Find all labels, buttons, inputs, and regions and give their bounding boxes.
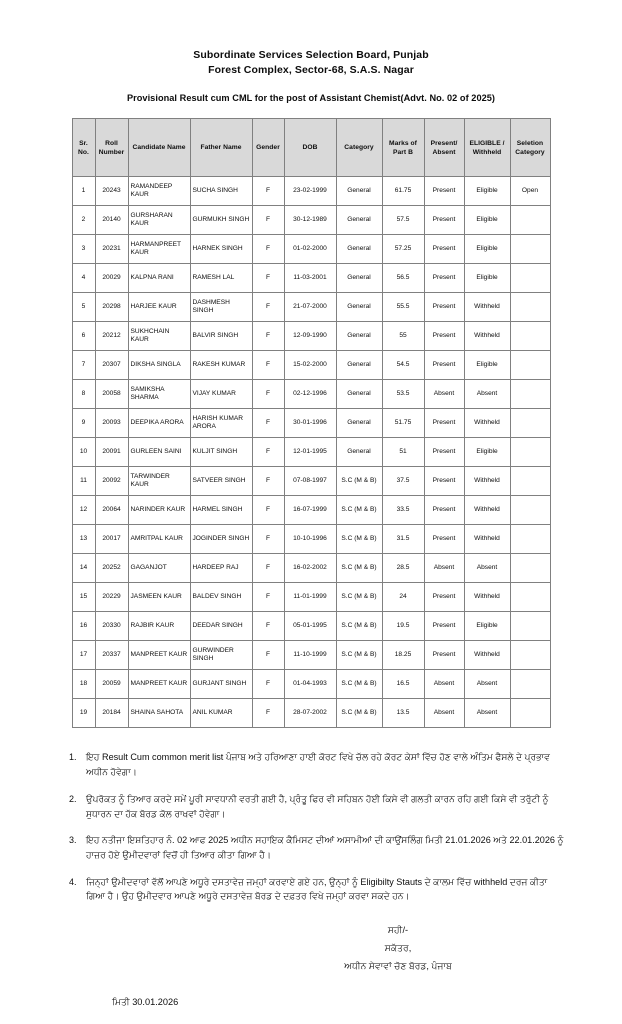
cell-category: General	[336, 235, 382, 264]
cell-name: MANPREET KAUR	[128, 670, 190, 699]
table-row	[72, 177, 550, 206]
note-item	[69, 792, 568, 821]
cell-marks: 19.5	[382, 612, 424, 641]
cell-father: ANIL KUMAR	[190, 699, 252, 728]
cell-name: JASMEEN KAUR	[128, 583, 190, 612]
cell-father: GURJANT SINGH	[190, 670, 252, 699]
cell-category: S.C (M & B)	[336, 496, 382, 525]
cell-marks: 28.5	[382, 554, 424, 583]
cell-selection	[510, 670, 550, 699]
cell-eligible: Eligible	[464, 438, 510, 467]
cell-marks: 56.5	[382, 264, 424, 293]
table-row	[72, 235, 550, 264]
cell-selection	[510, 293, 550, 322]
column-header-6	[336, 119, 382, 177]
column-header-8	[424, 119, 464, 177]
cell-sr: 15	[72, 583, 95, 612]
cell-father: GURWINDER SINGH	[190, 641, 252, 670]
signature-designation: ਸਕੱਤਰ,	[384, 943, 412, 954]
cell-father: HARDEEP RAJ	[190, 554, 252, 583]
column-header-line: Part B	[393, 148, 413, 156]
cell-father: SATVEER SINGH	[190, 467, 252, 496]
cell-roll: 20140	[95, 206, 128, 235]
table-row	[72, 322, 550, 351]
cell-present: Present	[424, 177, 464, 206]
column-header-9	[464, 119, 510, 177]
cell-marks: 54.5	[382, 351, 424, 380]
cell-gender: F	[252, 351, 284, 380]
cell-gender: F	[252, 409, 284, 438]
column-header-line: Seletion	[516, 139, 544, 147]
note-text: ਇਹ Result Cum common merit list ਪੰਜਾਬ ਅਤੇ ਹਰਿਆਣਾ ਹਾਈ ਕੋਰਟ ਵਿਖੇ ਚੱਲ ਰਹੇ ਕੋਰਟ ਕੇਸਾਂ ਵਿੱਚ ਹੋਣ ਵਾਲੇ ਅੰਤਿਮ ਫੈਸਲੇ ਦੇ ਪ੍ਰਭਾਵ ਅਧੀਨ ਹੋਵੇਗਾ।	[86, 752, 550, 778]
cell-name: NARINDER KAUR	[128, 496, 190, 525]
cell-gender: F	[252, 670, 284, 699]
column-header-line: Father Name	[200, 144, 242, 152]
cell-marks: 24	[382, 583, 424, 612]
cell-roll: 20064	[95, 496, 128, 525]
cell-present: Present	[424, 264, 464, 293]
cell-dob: 28-07-2002	[284, 699, 336, 728]
cell-category: S.C (M & B)	[336, 467, 382, 496]
cell-father: DEEDAR SINGH	[190, 612, 252, 641]
table-header-row	[72, 119, 550, 177]
cell-gender: F	[252, 293, 284, 322]
column-header-line: Gender	[256, 144, 280, 152]
organisation-name: Subordinate Services Selection Board, Punjab	[193, 49, 429, 61]
cell-dob: 23-02-1999	[284, 177, 336, 206]
table-row	[72, 351, 550, 380]
organisation-address: Forest Complex, Sector-68, S.A.S. Nagar	[208, 64, 414, 77]
cell-dob: 16-07-1999	[284, 496, 336, 525]
signature-office: ਅਧੀਨ ਸੇਵਾਵਾਂ ਚੋਣ ਬੋਰਡ, ਪੰਜਾਬ	[344, 961, 452, 972]
cell-marks: 31.5	[382, 525, 424, 554]
cell-name: RAMANDEEP KAUR	[128, 177, 190, 206]
cell-dob: 01-02-2000	[284, 235, 336, 264]
cell-gender: F	[252, 264, 284, 293]
cell-roll: 20212	[95, 322, 128, 351]
cell-dob: 11-10-1999	[284, 641, 336, 670]
table-row	[72, 496, 550, 525]
cell-name: HARMANPREET KAUR	[128, 235, 190, 264]
column-header-line: Sr.	[79, 139, 88, 147]
cell-eligible: Absent	[464, 699, 510, 728]
signature-sd: ਸਹੀ/-	[387, 925, 409, 936]
cell-father: BALVIR SINGH	[190, 322, 252, 351]
note-number: 1.	[69, 752, 77, 763]
cell-dob: 12-09-1990	[284, 322, 336, 351]
cell-father: VIJAY KUMAR	[190, 380, 252, 409]
cell-selection	[510, 409, 550, 438]
cell-category: S.C (M & B)	[336, 612, 382, 641]
column-header-line: Category	[515, 148, 545, 156]
table-row	[72, 438, 550, 467]
cell-name: DIKSHA SINGLA	[128, 351, 190, 380]
cell-sr: 7	[72, 351, 95, 380]
cell-father: DASHMESH SINGH	[190, 293, 252, 322]
cell-roll: 20059	[95, 670, 128, 699]
cell-dob: 11-01-1999	[284, 583, 336, 612]
table-body	[72, 177, 550, 728]
table-row	[72, 380, 550, 409]
cell-category: S.C (M & B)	[336, 554, 382, 583]
cell-present: Absent	[424, 699, 464, 728]
cell-name: GURSHARAN KAUR	[128, 206, 190, 235]
cell-dob: 02-12-1996	[284, 380, 336, 409]
cell-selection	[510, 699, 550, 728]
cell-marks: 53.5	[382, 380, 424, 409]
cell-eligible: Withheld	[464, 496, 510, 525]
cell-present: Present	[424, 438, 464, 467]
cell-category: General	[336, 322, 382, 351]
cell-sr: 4	[72, 264, 95, 293]
cell-father: HARMEL SINGH	[190, 496, 252, 525]
cell-category: S.C (M & B)	[336, 670, 382, 699]
table-row	[72, 467, 550, 496]
cell-sr: 19	[72, 699, 95, 728]
cell-dob: 12-01-1995	[284, 438, 336, 467]
signature-block	[36, 922, 586, 1014]
column-header-line: DOB	[302, 144, 318, 152]
cell-name: KALPNA RANI	[128, 264, 190, 293]
cell-category: S.C (M & B)	[336, 641, 382, 670]
cell-present: Present	[424, 612, 464, 641]
cell-roll: 20252	[95, 554, 128, 583]
cell-eligible: Absent	[464, 670, 510, 699]
cell-dob: 07-08-1997	[284, 467, 336, 496]
cell-sr: 2	[72, 206, 95, 235]
cell-eligible: Eligible	[464, 206, 510, 235]
note-number: 3.	[69, 835, 77, 846]
cell-sr: 16	[72, 612, 95, 641]
cell-roll: 20184	[95, 699, 128, 728]
notes-list	[36, 750, 586, 904]
cell-roll: 20229	[95, 583, 128, 612]
note-number: 4.	[69, 876, 77, 887]
cell-eligible: Eligible	[464, 612, 510, 641]
cell-eligible: Eligible	[464, 235, 510, 264]
column-header-line: Category	[344, 144, 374, 152]
cell-present: Present	[424, 583, 464, 612]
column-header-7	[382, 119, 424, 177]
cell-gender: F	[252, 699, 284, 728]
cell-present: Absent	[424, 670, 464, 699]
cell-selection	[510, 496, 550, 525]
cell-selection	[510, 322, 550, 351]
cell-name: RAJBIR KAUR	[128, 612, 190, 641]
cell-gender: F	[252, 177, 284, 206]
cell-category: General	[336, 380, 382, 409]
cell-eligible: Withheld	[464, 293, 510, 322]
cell-dob: 15-02-2000	[284, 351, 336, 380]
cell-gender: F	[252, 612, 284, 641]
cell-sr: 12	[72, 496, 95, 525]
cell-marks: 55.5	[382, 293, 424, 322]
column-header-5	[284, 119, 336, 177]
cell-name: AMRITPAL KAUR	[128, 525, 190, 554]
cell-category: General	[336, 293, 382, 322]
cell-sr: 1	[72, 177, 95, 206]
table-row	[72, 525, 550, 554]
cell-sr: 8	[72, 380, 95, 409]
cell-marks: 61.75	[382, 177, 424, 206]
cell-roll: 20058	[95, 380, 128, 409]
column-header-line: No.	[78, 148, 89, 156]
cell-name: SUKHCHAIN KAUR	[128, 322, 190, 351]
cell-father: SUCHA SINGH	[190, 177, 252, 206]
cell-sr: 17	[72, 641, 95, 670]
cell-category: General	[336, 438, 382, 467]
note-text: ਇਹ ਨਤੀਜਾ ਇਸ਼ਤਿਹਾਰ ਨੰ. 02 ਆਫ 2025 ਅਧੀਨ ਸਹਾਇਕ ਕੈਮਿਸਟ ਦੀਆਂ ਅਸਾਮੀਆਂ ਦੀ ਕਾਉਂਸਲਿੰਗ ਮਿਤੀ 21.01.2026 ਅਤੇ 22.01.2026 ਨੂੰ ਹਾਜ਼ਰ ਹੋਏ ਉਮੀਦਵਾਰਾਂ ਵਿਚੋਂ ਹੀ ਤਿਆਰ ਕੀਤਾ ਗਿਆ ਹੈ।	[86, 835, 564, 861]
cell-present: Present	[424, 206, 464, 235]
cell-marks: 16.5	[382, 670, 424, 699]
note-item	[69, 875, 568, 904]
cell-present: Present	[424, 525, 464, 554]
cell-roll: 20243	[95, 177, 128, 206]
cell-present: Present	[424, 641, 464, 670]
cell-name: SAMIKSHA SHARMA	[128, 380, 190, 409]
cell-category: S.C (M & B)	[336, 583, 382, 612]
table-row	[72, 264, 550, 293]
table-row	[72, 670, 550, 699]
cell-name: GURLEEN SAINI	[128, 438, 190, 467]
cell-present: Present	[424, 322, 464, 351]
cell-name: GAGANJOT	[128, 554, 190, 583]
column-header-line: Absent	[432, 148, 456, 156]
cell-sr: 3	[72, 235, 95, 264]
cell-roll: 20091	[95, 438, 128, 467]
cell-category: S.C (M & B)	[336, 699, 382, 728]
cell-present: Present	[424, 351, 464, 380]
document-subject: Provisional Result cum CML for the post of Assistant Chemist(Advt. No. 02 of 2025)	[126, 93, 496, 104]
cell-gender: F	[252, 235, 284, 264]
cell-roll: 20337	[95, 641, 128, 670]
column-header-line: Roll	[105, 139, 118, 147]
table-row	[72, 641, 550, 670]
cell-name: MANPREET KAUR	[128, 641, 190, 670]
cell-marks: 18.25	[382, 641, 424, 670]
cell-sr: 18	[72, 670, 95, 699]
column-header-4	[252, 119, 284, 177]
document-header	[36, 48, 586, 78]
cell-selection	[510, 583, 550, 612]
cell-present: Present	[424, 235, 464, 264]
cell-eligible: Eligible	[464, 264, 510, 293]
cell-category: General	[336, 409, 382, 438]
cell-sr: 10	[72, 438, 95, 467]
cell-roll: 20029	[95, 264, 128, 293]
cell-eligible: Withheld	[464, 525, 510, 554]
cell-father: KULJIT SINGH	[190, 438, 252, 467]
document-date: ਮਿਤੀ 30.01.2026	[112, 997, 179, 1008]
column-header-3	[190, 119, 252, 177]
column-header-10	[510, 119, 550, 177]
cell-present: Present	[424, 293, 464, 322]
cell-selection	[510, 467, 550, 496]
cell-category: S.C (M & B)	[336, 525, 382, 554]
cell-dob: 11-03-2001	[284, 264, 336, 293]
note-item	[69, 750, 568, 779]
cell-father: HARISH KUMAR ARORA	[190, 409, 252, 438]
cell-gender: F	[252, 467, 284, 496]
cell-eligible: Eligible	[464, 351, 510, 380]
cell-eligible: Withheld	[464, 641, 510, 670]
cell-father: JOGINDER SINGH	[190, 525, 252, 554]
cell-gender: F	[252, 380, 284, 409]
result-table	[72, 118, 551, 728]
cell-selection	[510, 554, 550, 583]
cell-sr: 5	[72, 293, 95, 322]
cell-selection	[510, 235, 550, 264]
cell-category: General	[336, 264, 382, 293]
cell-eligible: Withheld	[464, 409, 510, 438]
cell-eligible: Absent	[464, 554, 510, 583]
cell-dob: 21-07-2000	[284, 293, 336, 322]
cell-father: RAMESH LAL	[190, 264, 252, 293]
cell-roll: 20092	[95, 467, 128, 496]
cell-dob: 05-01-1995	[284, 612, 336, 641]
table-row	[72, 612, 550, 641]
cell-name: SHAINA SAHOTA	[128, 699, 190, 728]
cell-eligible: Withheld	[464, 322, 510, 351]
cell-dob: 30-01-1996	[284, 409, 336, 438]
column-header-2	[128, 119, 190, 177]
cell-selection	[510, 380, 550, 409]
cell-selection: Open	[510, 177, 550, 206]
cell-selection	[510, 206, 550, 235]
cell-selection	[510, 641, 550, 670]
cell-eligible: Absent	[464, 380, 510, 409]
note-number: 2.	[69, 793, 77, 804]
cell-gender: F	[252, 438, 284, 467]
cell-father: HARNEK SINGH	[190, 235, 252, 264]
table-row	[72, 554, 550, 583]
cell-gender: F	[252, 641, 284, 670]
cell-gender: F	[252, 583, 284, 612]
cell-dob: 01-04-1993	[284, 670, 336, 699]
cell-roll: 20330	[95, 612, 128, 641]
cell-present: Present	[424, 409, 464, 438]
note-text: ਜਿਨ੍ਹਾਂ ਉਮੀਦਵਾਰਾਂ ਵੱਲੋਂ ਆਪਣੇ ਅਧੂਰੇ ਦਸਤਾਵੇਜ਼ ਜਮ੍ਹਾਂ ਕਰਵਾਏ ਗਏ ਹਨ, ਉਨ੍ਹਾਂ ਨੂੰ Eligibilty Stauts ਦੇ ਕਾਲਮ ਵਿੱਚ withheld ਦਰਜ ਕੀਤਾ ਗਿਆ ਹੈ। ਉਹ ਉਮੀਦਵਾਰ ਆਪਣੇ ਅਧੂਰੇ ਦਸਤਾਵੇਜ਼ ਬੋਰਡ ਦੇ ਦਫ਼ਤਰ ਵਿਖੇ ਜਮ੍ਹਾਂ ਕਰਵਾ ਸਕਦੇ ਹਨ।	[86, 876, 548, 902]
cell-gender: F	[252, 496, 284, 525]
cell-marks: 33.5	[382, 496, 424, 525]
table-row	[72, 206, 550, 235]
cell-marks: 51.75	[382, 409, 424, 438]
cell-roll: 20298	[95, 293, 128, 322]
cell-gender: F	[252, 206, 284, 235]
column-header-1	[95, 119, 128, 177]
cell-present: Present	[424, 496, 464, 525]
column-header-line: Marks of	[389, 139, 417, 147]
cell-eligible: Eligible	[464, 177, 510, 206]
cell-roll: 20307	[95, 351, 128, 380]
cell-present: Present	[424, 467, 464, 496]
cell-father: GURMUKH SINGH	[190, 206, 252, 235]
cell-father: BALDEV SINGH	[190, 583, 252, 612]
cell-sr: 11	[72, 467, 95, 496]
cell-dob: 10-10-1996	[284, 525, 336, 554]
cell-eligible: Withheld	[464, 467, 510, 496]
cell-father: RAKESH KUMAR	[190, 351, 252, 380]
column-header-0	[72, 119, 95, 177]
cell-selection	[510, 438, 550, 467]
cell-marks: 13.5	[382, 699, 424, 728]
cell-marks: 57.25	[382, 235, 424, 264]
cell-selection	[510, 264, 550, 293]
table-row	[72, 293, 550, 322]
cell-name: TARWINDER KAUR	[128, 467, 190, 496]
table-row	[72, 699, 550, 728]
column-header-line: Candidate Name	[132, 144, 186, 152]
cell-selection	[510, 525, 550, 554]
cell-selection	[510, 351, 550, 380]
cell-dob: 16-02-2002	[284, 554, 336, 583]
column-header-line: Present/	[430, 139, 458, 147]
cell-selection	[510, 612, 550, 641]
note-item	[69, 833, 568, 862]
cell-sr: 9	[72, 409, 95, 438]
cell-name: HARJEE KAUR	[128, 293, 190, 322]
table-row	[72, 409, 550, 438]
cell-gender: F	[252, 554, 284, 583]
column-header-line: Withheld	[472, 148, 502, 156]
cell-marks: 37.5	[382, 467, 424, 496]
cell-roll: 20093	[95, 409, 128, 438]
table-row	[72, 583, 550, 612]
cell-sr: 14	[72, 554, 95, 583]
cell-roll: 20017	[95, 525, 128, 554]
note-text: ਉਪਰੋਕਤ ਨੂੰ ਤਿਆਰ ਕਰਦੇ ਸਮੇਂ ਪੂਰੀ ਸਾਵਧਾਨੀ ਵਰਤੀ ਗਈ ਹੈ, ਪ੍ਰੰਤੂ ਫਿਰ ਵੀ ਸਹਿਬਨ ਹੋਈ ਕਿਸੇ ਵੀ ਗਲਤੀ ਕਾਰਨ ਰਹਿ ਗਈ ਕਿਸੇ ਵੀ ਤਰੁੱਟੀ ਨੂੰ ਸੁਧਾਰਨ ਦਾ ਹੱਕ ਬੋਰਡ ਕੋਲ ਰਾਖਵਾਂ ਹੋਵੇਗਾ।	[86, 793, 549, 819]
cell-marks: 57.5	[382, 206, 424, 235]
signature-right	[268, 922, 528, 976]
column-header-line: Number	[98, 148, 125, 156]
cell-name: DEEPIKA ARORA	[128, 409, 190, 438]
cell-present: Absent	[424, 380, 464, 409]
cell-marks: 51	[382, 438, 424, 467]
cell-category: General	[336, 351, 382, 380]
cell-eligible: Withheld	[464, 583, 510, 612]
cell-category: General	[336, 177, 382, 206]
cell-sr: 13	[72, 525, 95, 554]
cell-gender: F	[252, 525, 284, 554]
cell-present: Absent	[424, 554, 464, 583]
cell-gender: F	[252, 322, 284, 351]
cell-dob: 30-12-1989	[284, 206, 336, 235]
cell-sr: 6	[72, 322, 95, 351]
cell-marks: 55	[382, 322, 424, 351]
cell-category: General	[336, 206, 382, 235]
cell-roll: 20231	[95, 235, 128, 264]
column-header-line: ELIGIBLE /	[469, 139, 505, 147]
